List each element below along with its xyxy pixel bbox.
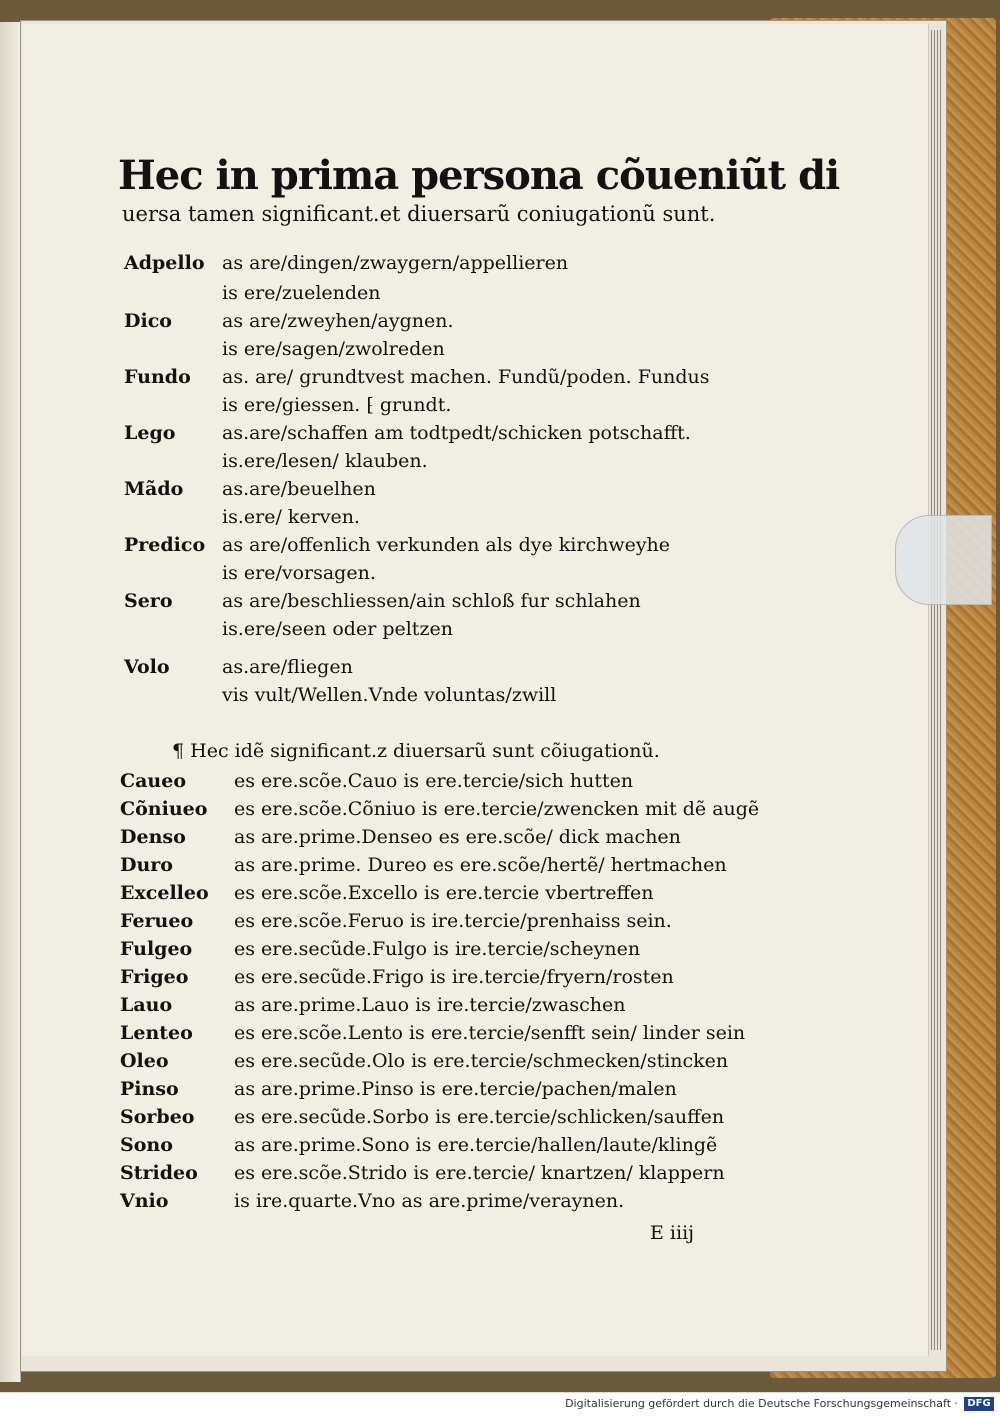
entry-definition: es ere.secũde.Olo is ere.tercie/schmecken/stincken [234,1050,729,1072]
entry-definition: as.are/fliegen [222,656,353,678]
page-marker-tab [895,515,992,605]
entry-definition: as are/dingen/zwaygern/appellieren [222,252,569,274]
entry-headword: Volo [124,656,170,678]
heading-line-1: Hec in prima persona cõueniũt di [118,152,840,199]
entry-definition: es ere.scõe.Feruo is ire.tercie/prenhaiss sein. [234,910,672,932]
entry-definition: as.are/beuelhen [222,478,376,500]
entry-definition: is ire.quarte.Vno as are.prime/veraynen. [234,1190,625,1212]
entry-definition: es ere.scõe.Lento is ere.tercie/senfft sein/ linder sein [234,1022,746,1044]
entry-headword: Predico [124,534,206,556]
section-2-heading: ¶ Hec idẽ significant.z diuersarũ sunt cõiugationũ. [172,740,660,762]
entry-definition: as are.prime.Denseo es ere.scõe/ dick machen [234,826,681,848]
funding-credit: Digitalisierung gefördert durch die Deutsche Forschungsgemeinschaft · [565,1397,958,1410]
entry-headword: Oleo [120,1050,169,1072]
entry-definition: es ere.secũde.Sorbo is ere.tercie/schlicken/sauffen [234,1106,725,1128]
entry-definition: is ere/sagen/zwolreden [222,338,445,360]
entry-headword: Adpello [124,252,205,274]
entry-definition: as are.prime.Pinso is ere.tercie/pachen/malen [234,1078,677,1100]
entry-definition: es ere.secũde.Fulgo is ire.tercie/scheynen [234,938,641,960]
entry-definition: es ere.scõe.Cauo is ere.tercie/sich hutten [234,770,634,792]
entry-headword: Dico [124,310,172,332]
entry-definition: is ere/giessen. ⁅ grundt. [222,394,452,416]
left-page-edge [0,22,21,1382]
entry-headword: Cõniueo [120,798,208,820]
entry-definition: as are/beschliessen/ain schloß fur schlahen [222,590,641,612]
signature-mark: E iiij [650,1222,695,1244]
entry-definition: as are.prime.Lauo is ire.tercie/zwaschen [234,994,626,1016]
entry-definition: es ere.scõe.Cõniuo is ere.tercie/zwencken mit dẽ augẽ [234,798,760,820]
entry-definition: vis vult/Wellen.Vnde voluntas/zwill [222,684,557,706]
entry-definition: as are.prime. Dureo es ere.scõe/hertẽ/ hertmachen [234,854,727,876]
entry-definition: as are/offenlich verkunden als dye kirchweyhe [222,534,671,556]
entry-definition: as. are/ grundtvest machen. Fundũ/poden. Fundus [222,366,710,388]
entry-definition: is.ere/ kerven. [222,506,360,528]
entry-definition: es ere.scõe.Strido is ere.tercie/ knartzen/ klappern [234,1162,725,1184]
entry-headword: Excelleo [120,882,209,904]
entry-headword: Fundo [124,366,191,388]
entry-definition: as are/zweyhen/aygnen. [222,310,454,332]
entry-headword: Frigeo [120,966,189,988]
entry-definition: as.are/schaffen am todtpedt/schicken potschafft. [222,422,691,444]
entry-headword: Lenteo [120,1022,193,1044]
entry-headword: Pinso [120,1078,179,1100]
entry-headword: Lego [124,422,176,444]
entry-headword: Fulgeo [120,938,193,960]
entry-definition: es ere.secũde.Frigo is ire.tercie/fryern/rosten [234,966,674,988]
entry-headword: Ferueo [120,910,194,932]
entry-headword: Sero [124,590,173,612]
entry-headword: Denso [120,826,186,848]
entry-definition: is ere/zuelenden [222,282,381,304]
entry-headword: Vnio [120,1190,169,1212]
entry-headword: Strideo [120,1162,198,1184]
footer-bar [0,1392,1000,1416]
entry-headword: Caueo [120,770,187,792]
entry-definition: es ere.scõe.Excello is ere.tercie vbertreffen [234,882,654,904]
page-edges [928,30,942,1350]
entry-headword: Sono [120,1134,173,1156]
entry-headword: Sorbeo [120,1106,195,1128]
entry-headword: Duro [120,854,173,876]
entry-headword: Lauo [120,994,173,1016]
entry-definition: is ere/vorsagen. [222,562,376,584]
heading-line-2: uersa tamen significant.et diuersarũ coniugationũ sunt. [122,202,716,226]
entry-definition: is.ere/seen oder peltzen [222,618,453,640]
entry-headword: Mãdo [124,478,184,500]
entry-definition: as are.prime.Sono is ere.tercie/hallen/laute/klingẽ [234,1134,718,1156]
entry-definition: is.ere/lesen/ klauben. [222,450,428,472]
dfg-logo-icon: DFG [964,1397,994,1411]
